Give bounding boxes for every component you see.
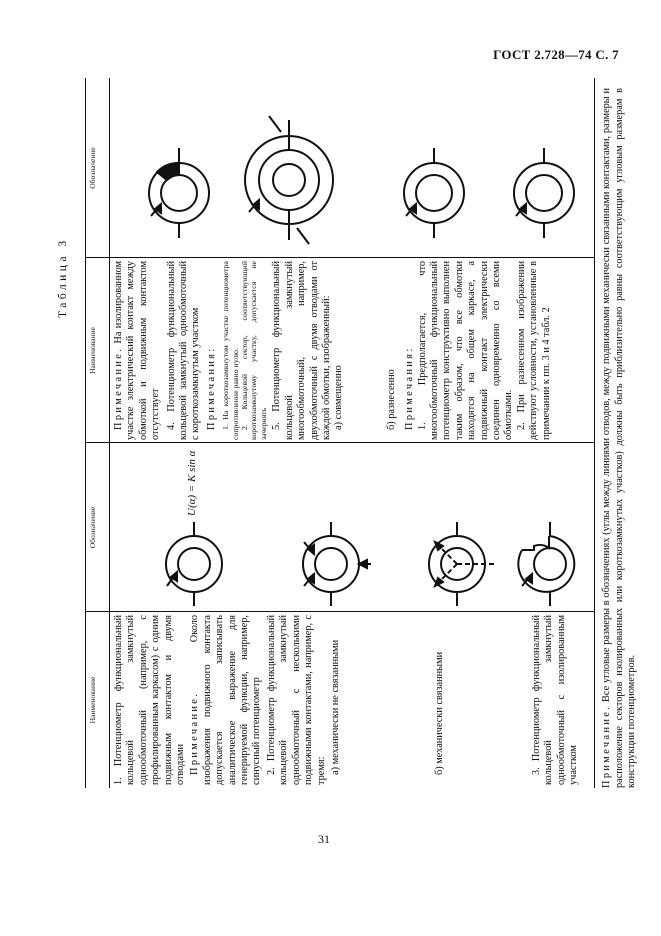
item-3: 3. Потенциометр функциональный кольцевой замкнутый однообмоточный с изолированным участком	[530, 615, 579, 785]
pot-symbol-1	[166, 522, 222, 606]
item-1: 1. Потенциометр функциональный кольцевой замкнутый однообмоточный (например, с профилированным каркасом) с одним подвижным контактом и двумя отводами	[113, 615, 187, 785]
pot-symbol-3	[518, 522, 574, 606]
bottom-note	[601, 88, 639, 788]
note-b: 2. Кольцевой сектор, соответствующий короткозамкнутому участку, допускается не зачернять	[240, 261, 268, 440]
table-bottom-border	[594, 78, 595, 788]
table-caption: Таблица 3	[57, 237, 69, 318]
header-name-right: Наименование	[88, 327, 97, 374]
right-symbols-drawing	[109, 78, 594, 258]
note1-label: Примечание.	[189, 691, 201, 775]
bottom-note-label: Примечание.	[601, 704, 612, 788]
note-a: 1. На короткозамкнутом участке потенциометра сопротивление равно нулю.	[221, 261, 240, 440]
page-number: 31	[318, 832, 330, 846]
left-symbols-drawing	[109, 443, 594, 612]
note2-2: 2. При разнесенном изображении действуют условности, установленные в примечании к пп. 3 и 4 табл. 2	[515, 261, 552, 440]
header-symbol-left: Обозначение	[88, 506, 97, 549]
notes2-label: Примечания:	[404, 346, 416, 430]
item-4: 4. Потенциометр функциональный кольцевой замкнутый однообмоточный с короткозамкнутым участком	[165, 261, 202, 440]
table-top-border	[85, 78, 86, 788]
note1-text: Около изображения подвижного контакта допускается записывать аналитическое выражение для генерируемой функции, например, синусный потенциометр	[189, 615, 263, 785]
pot-symbol-2a	[303, 522, 371, 606]
symbols-table	[85, 78, 595, 788]
item-5: 5. Потенциометр функциональный кольцевой замкнутый многообмоточный, например, двухобмоточный с двумя отводами от каждой обмотки, изображенный:	[271, 261, 332, 440]
item-5b: б) разнесенно	[385, 369, 397, 430]
item-5a: а) совмещенно	[333, 365, 345, 430]
header-symbol-right: Обозначение	[88, 147, 97, 189]
item-2b: б) механически связанными	[434, 651, 446, 775]
notes-label: Примечания:	[205, 346, 217, 430]
rotated-table-block	[57, 78, 638, 788]
item-2a: а) механически не связанными	[329, 639, 341, 775]
note2-1: 1. Предполагается, что многообмоточный функциональный потенциометр конструктивно выполнен таким образом, что все обмотки находятся на общем каркасе, а подвижный контакт электрически соединен одновременно со всеми обмотками.	[416, 261, 515, 440]
pot-symbol-multiwinding-separated-1	[404, 148, 464, 238]
left-name-cell	[113, 615, 580, 785]
note-top-label: Примечание.	[113, 346, 124, 430]
pot-symbol-short-circuit	[149, 148, 209, 238]
right-name-cell	[113, 261, 553, 440]
note-top-text: На изолированном участке электрический контакт между обмоткой и подвижным контактом отсутствует	[113, 260, 162, 440]
page-header: ГОСТ 2.728—74 С. 7	[493, 47, 619, 62]
item-2: 2. Потенциометр функциональный кольцевой замкнутый однообмоточный с несколькими подвижными контактами, например, с тремя:	[265, 615, 327, 785]
header-name-left: Наименование	[88, 676, 97, 724]
pot-symbol-multiwinding-combined	[245, 116, 333, 244]
bottom-note-text: Все угловые размеры в обозначениях (углы между линиями отводов, между подвижными механически связанными контактами, размеры и расположение секторов изолированных или короткозамкнутых участков) должны быть приблизительно равны соответствующим угловым размерам в конструкции потенциометров.	[601, 88, 638, 788]
pot-symbol-multiwinding-separated-2	[514, 148, 574, 238]
sine-formula: U(α) = K sin α	[186, 450, 198, 516]
